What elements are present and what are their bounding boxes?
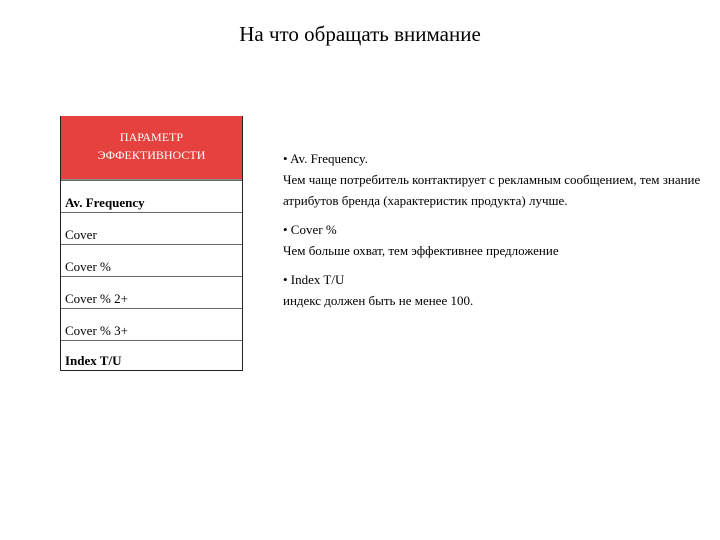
row-label-cover-percent-3plus: Cover % 3+: [65, 323, 128, 338]
note-index-tu: [283, 269, 703, 311]
notes-list: [283, 148, 703, 319]
table-row: [61, 276, 242, 308]
table-row: [61, 244, 242, 276]
note-cover-percent: [283, 219, 703, 261]
table-header-line2: ЭФФЕКТИВНОСТИ: [97, 148, 206, 162]
table-row: [61, 180, 242, 212]
slide-title: На что обращать внимание: [239, 22, 481, 46]
table-row: [61, 212, 242, 244]
row-label-index-tu: Index T/U: [65, 353, 122, 368]
note-av-frequency: [283, 148, 703, 211]
table-header: [61, 116, 242, 180]
table-row: [61, 308, 242, 340]
row-label-cover-percent-2plus: Cover % 2+: [65, 291, 128, 306]
parameter-table: [60, 116, 243, 371]
row-label-cover-percent: Cover %: [65, 259, 111, 274]
note-text: индекс должен быть не менее 100.: [283, 293, 474, 308]
table-row: [61, 340, 242, 370]
note-heading: • Index T/U: [283, 272, 345, 287]
note-text: Чем чаще потребитель контактирует с рекламным сообщением, тем знание атрибутов бренда (характеристик продукта) лучше.: [283, 172, 701, 208]
table-header-line1: ПАРАМЕТР: [119, 130, 184, 144]
note-heading: • Cover %: [283, 222, 337, 237]
row-label-cover: Cover: [65, 227, 97, 242]
row-label-av-frequency: Av. Frequency: [65, 195, 145, 210]
note-heading: • Av. Frequency.: [283, 151, 368, 166]
note-text: Чем больше охват, тем эффективнее предложение: [283, 243, 559, 258]
